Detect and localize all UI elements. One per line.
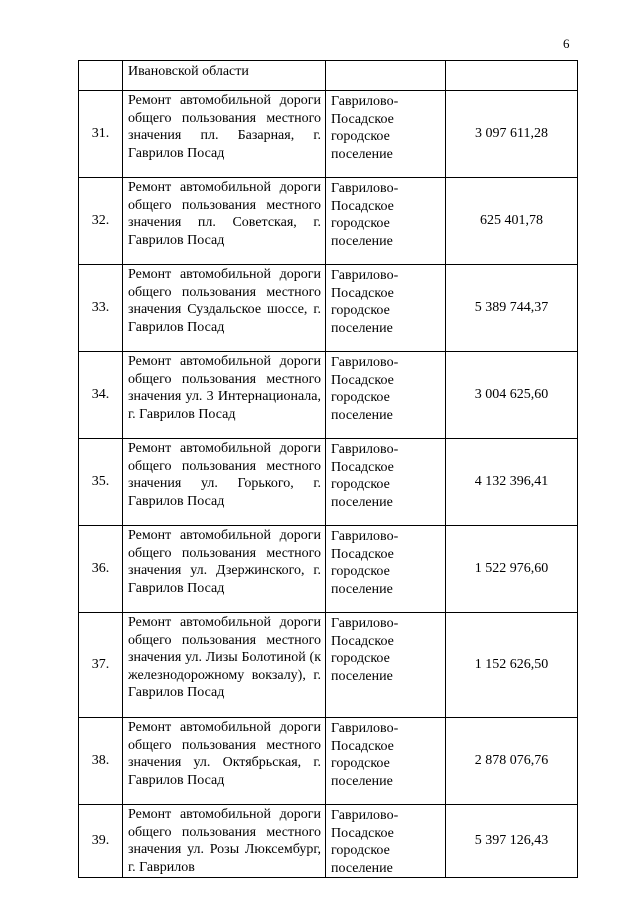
row-owner: Гаврилово-Посадское городское поселение (326, 718, 446, 805)
row-amount: 1 152 626,50 (446, 613, 578, 718)
row-owner: Гаврилово-Посадское городское поселение (326, 352, 446, 439)
row-description: Ремонт автомобильной дороги общего пользования местного значения ул. Октябрьская, г. Гаврилов Посад (123, 718, 326, 805)
row-number: 39. (79, 805, 123, 878)
row-amount: 2 878 076,76 (446, 718, 578, 805)
row-description: Ремонт автомобильной дороги общего пользования местного значения Суздальское шоссе, г. Гаврилов Посад (123, 265, 326, 352)
row-number: 35. (79, 439, 123, 526)
row-number: 38. (79, 718, 123, 805)
row-amount (446, 61, 578, 91)
row-description: Ремонт автомобильной дороги общего пользования местного значения ул. Дзержинского, г. Гаврилов Посад (123, 526, 326, 613)
row-amount: 5 397 126,43 (446, 805, 578, 878)
table-row-continuation (79, 61, 578, 91)
table-row (79, 613, 578, 718)
row-owner: Гаврилово-Посадское городское поселение (326, 805, 446, 878)
row-description: Ремонт автомобильной дороги общего пользования местного значения ул. Лизы Болотиной (к железнодорожному вокзалу), г. Гаврилов Посад (123, 613, 326, 718)
row-description: Ремонт автомобильной дороги общего пользования местного значения ул. 3 Интернационала, г. Гаврилов Посад (123, 352, 326, 439)
table-row (79, 526, 578, 613)
table-row (79, 352, 578, 439)
row-number: 32. (79, 178, 123, 265)
row-number (79, 61, 123, 91)
row-owner: Гаврилово-Посадское городское поселение (326, 613, 446, 718)
table-row (79, 91, 578, 178)
row-amount: 4 132 396,41 (446, 439, 578, 526)
works-table (78, 60, 578, 878)
row-owner: Гаврилово-Посадское городское поселение (326, 439, 446, 526)
page-number: 6 (563, 36, 570, 51)
row-amount: 5 389 744,37 (446, 265, 578, 352)
row-owner: Гаврилово-Посадское городское поселение (326, 91, 446, 178)
row-number: 36. (79, 526, 123, 613)
row-description: Ремонт автомобильной дороги общего пользования местного значения пл. Советская, г. Гаврилов Посад (123, 178, 326, 265)
row-owner: Гаврилово-Посадское городское поселение (326, 178, 446, 265)
row-number: 34. (79, 352, 123, 439)
row-description: Ремонт автомобильной дороги общего пользования местного значения ул. Горького, г. Гаврилов Посад (123, 439, 326, 526)
row-description: Ремонт автомобильной дороги общего пользования местного значения пл. Базарная, г. Гаврилов Посад (123, 91, 326, 178)
row-amount: 3 097 611,28 (446, 91, 578, 178)
row-number: 33. (79, 265, 123, 352)
table-row (79, 265, 578, 352)
row-owner: Гаврилово-Посадское городское поселение (326, 265, 446, 352)
row-description: Ивановской области (123, 61, 326, 91)
row-description: Ремонт автомобильной дороги общего пользования местного значения ул. Розы Люксембург, г. Гаврилов (123, 805, 326, 878)
table-row (79, 439, 578, 526)
row-amount: 625 401,78 (446, 178, 578, 265)
table-row (79, 718, 578, 805)
row-amount: 1 522 976,60 (446, 526, 578, 613)
row-owner: Гаврилово-Посадское городское поселение (326, 526, 446, 613)
table-row (79, 805, 578, 878)
row-number: 37. (79, 613, 123, 718)
table-row (79, 178, 578, 265)
row-amount: 3 004 625,60 (446, 352, 578, 439)
row-number: 31. (79, 91, 123, 178)
row-owner (326, 61, 446, 91)
